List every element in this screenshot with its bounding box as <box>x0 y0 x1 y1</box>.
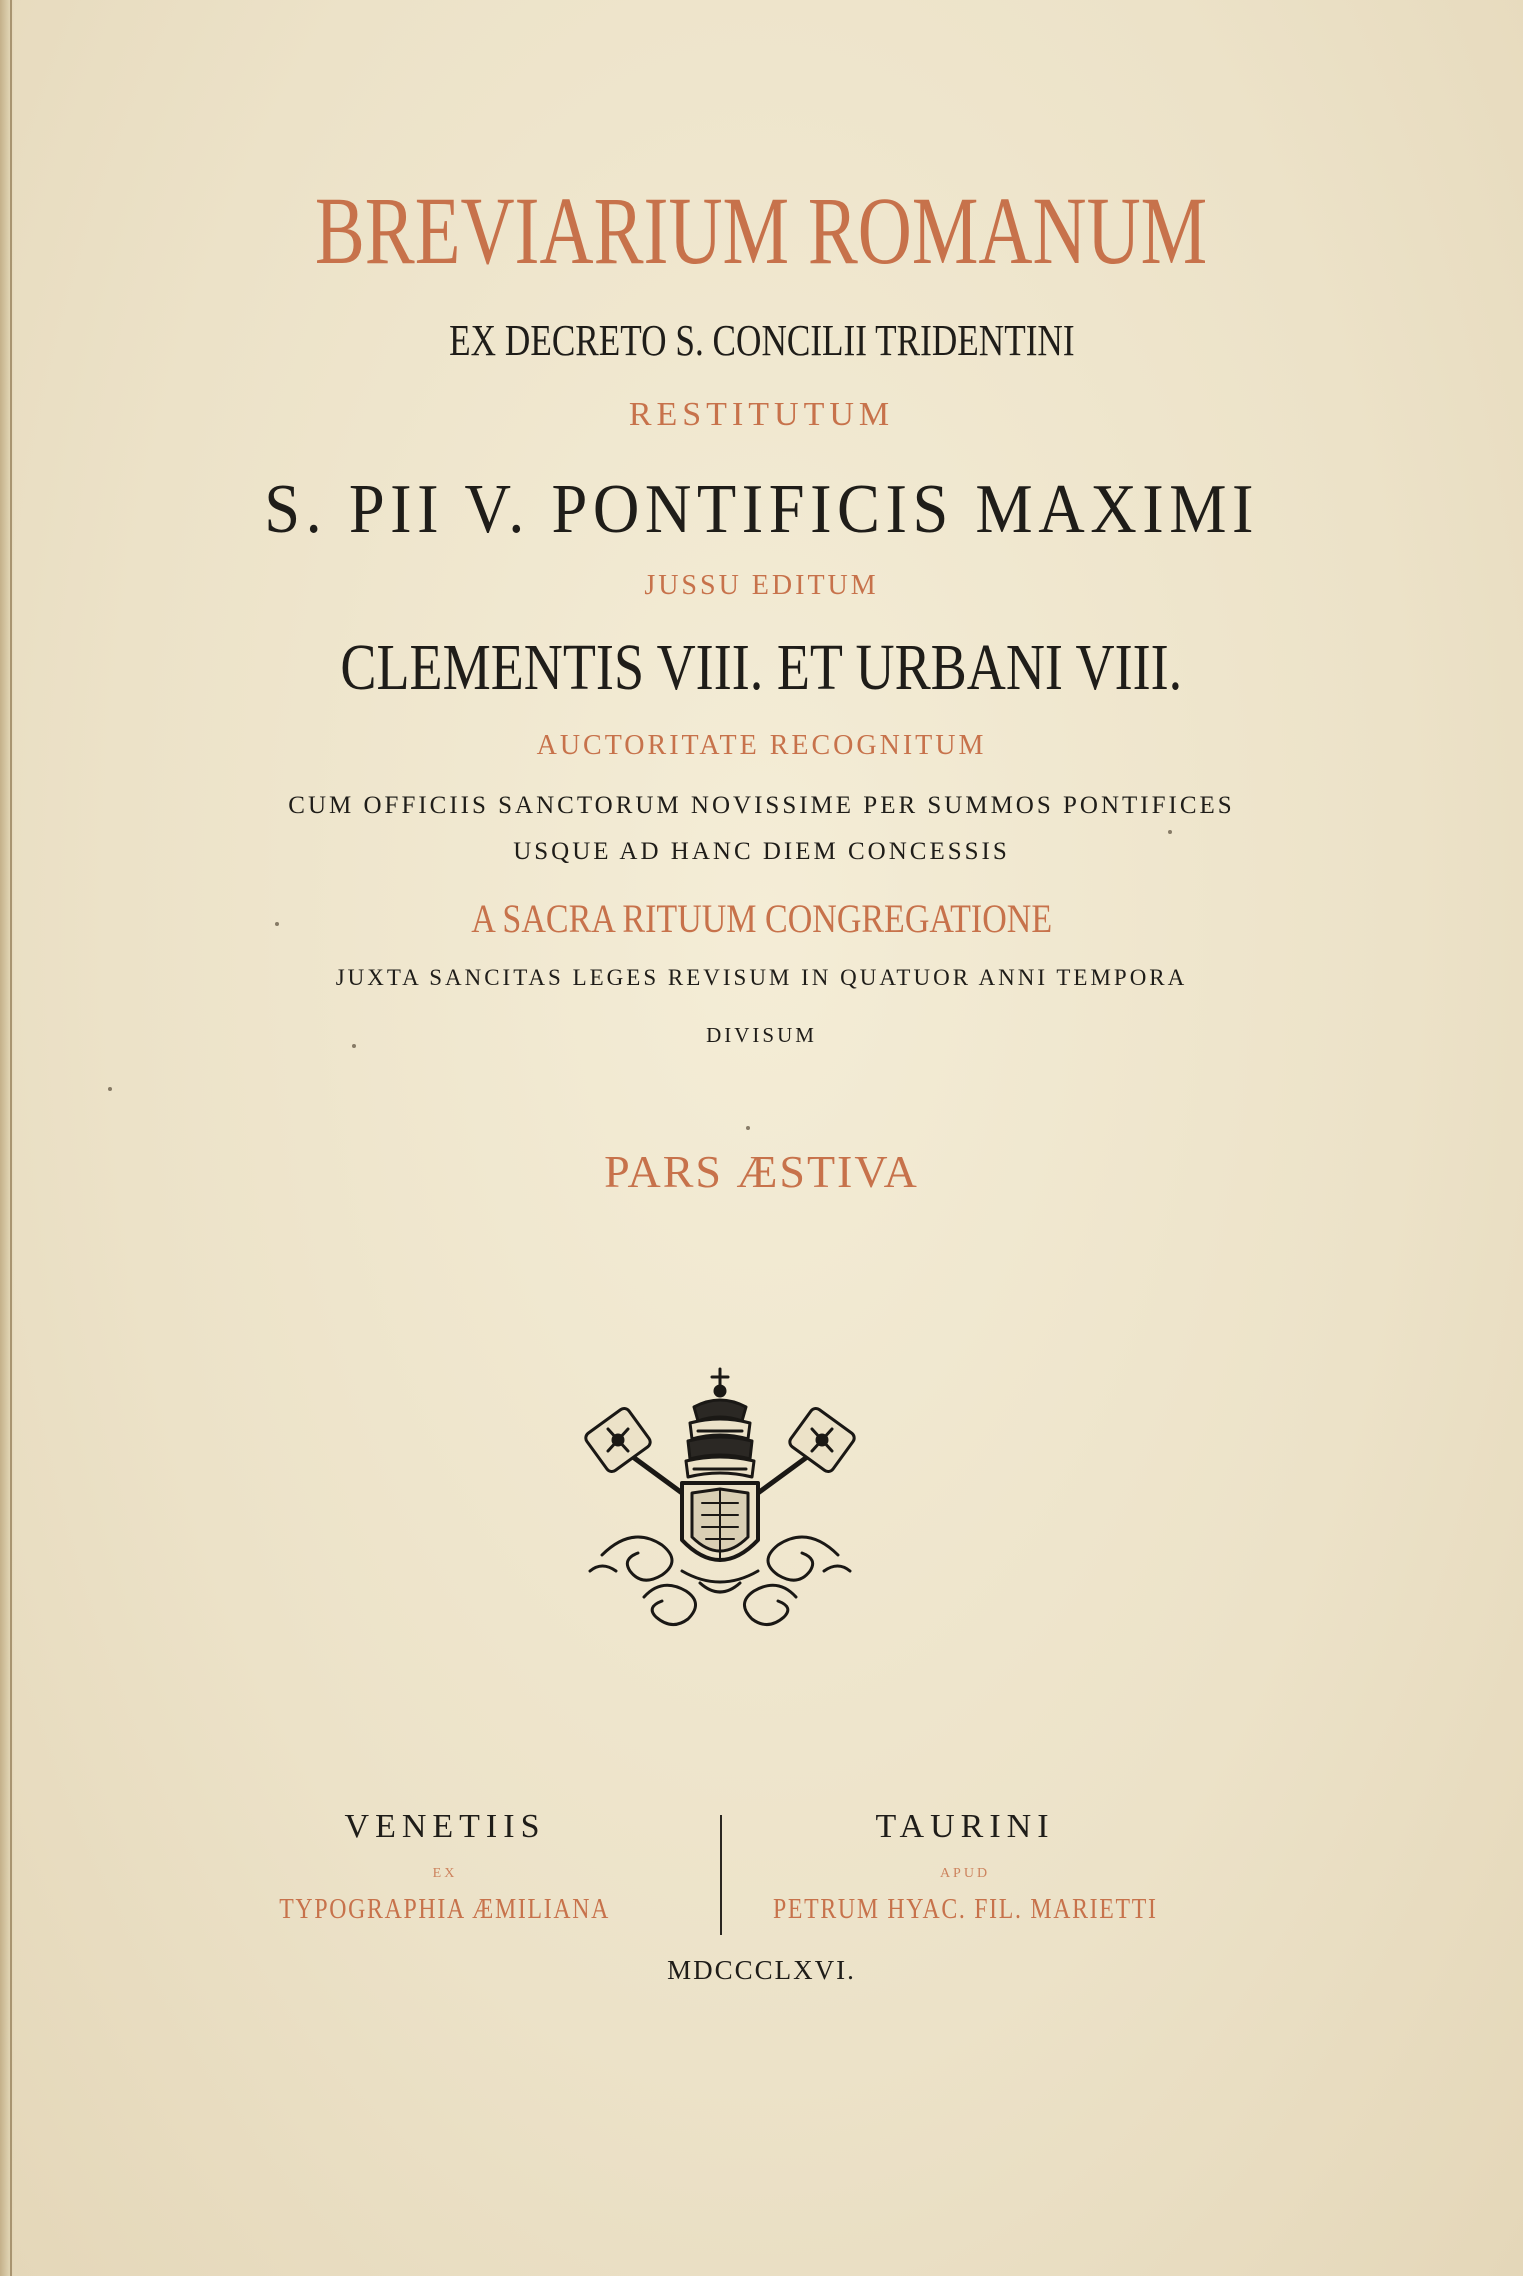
paper-speck <box>352 1044 356 1048</box>
papal-arms-icon <box>582 1365 858 1635</box>
imprint-city-left: VENETIIS <box>344 1808 546 1845</box>
officiis-line: CUM OFFICIIS SANCTORUM NOVISSIME PER SUMMOS PONTIFICES <box>288 792 1235 819</box>
congregatione-line <box>0 895 1523 942</box>
congregatione-line-text: A SACRA RITUUM CONGREGATIONE <box>471 896 1052 941</box>
paper-speck <box>275 922 279 926</box>
subtitle-decree-text: EX DECRETO S. CONCILII TRIDENTINI <box>448 316 1075 365</box>
auctoritate-line: AUCTORITATE RECOGNITUM <box>536 730 987 761</box>
book-title <box>0 175 1523 286</box>
imprint-apud: APUD <box>939 1866 991 1881</box>
subtitle-decree <box>0 315 1523 366</box>
imprint-venice <box>165 1808 725 1934</box>
imprint-city-right: TAURINI <box>875 1808 1055 1845</box>
paper-speck <box>746 1126 750 1130</box>
imprint-turin <box>685 1808 1245 1934</box>
divisum-line: DIVISUM <box>706 1023 817 1047</box>
pius-line-text: S. PII V. PONTIFICIS MAXIMI <box>264 471 1259 548</box>
juxta-line: JUXTA SANCITAS LEGES REVISUM IN QUATUOR ANNI TEMPORA <box>335 965 1188 990</box>
imprint-ex: EX <box>432 1866 458 1881</box>
pius-line <box>0 470 1523 550</box>
restitutum-line: RESTITUTUM <box>628 396 895 433</box>
imprint-printer-left <box>165 1894 725 1934</box>
paper-speck <box>1168 830 1172 834</box>
clementis-line-text: CLEMENTIS VIII. ET URBANI VIII. <box>340 631 1183 704</box>
book-title-text: BREVIARIUM ROMANUM <box>315 177 1208 284</box>
imprint-printer-right <box>685 1894 1245 1934</box>
jussu-editum-line: JUSSU EDITUM <box>644 570 879 601</box>
publication-date: MDCCCLXVI. <box>667 1955 856 1985</box>
paper-speck <box>108 1087 112 1091</box>
clementis-line <box>0 630 1523 706</box>
imprint-printer-right-text: PETRUM HYAC. FIL. MARIETTI <box>772 1894 1158 1925</box>
imprint-printer-left-text: TYPOGRAPHIA ÆMILIANA <box>279 1894 611 1925</box>
part-title: PARS ÆSTIVA <box>604 1146 919 1197</box>
concessis-line: USQUE AD HANC DIEM CONCESSIS <box>513 838 1010 865</box>
